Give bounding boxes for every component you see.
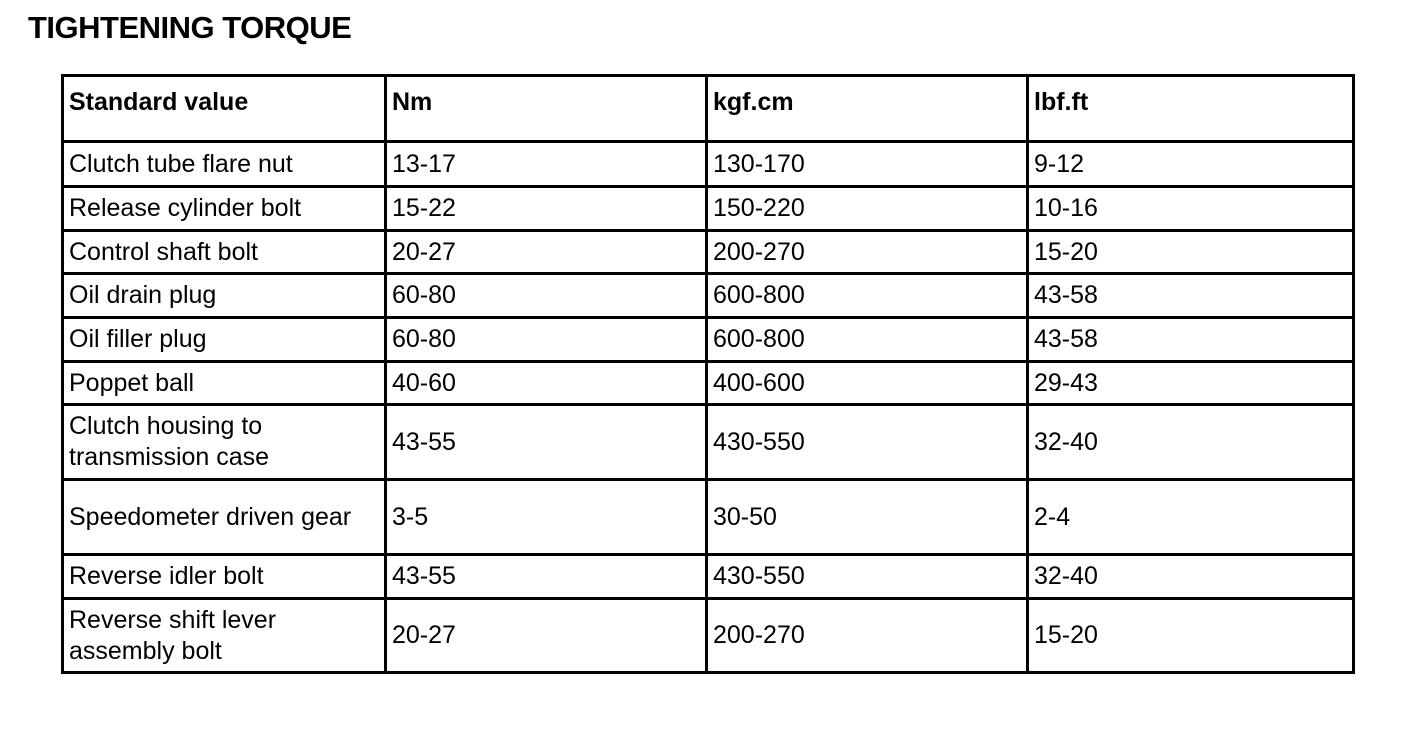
header-lbf-ft: lbf.ft	[1028, 76, 1354, 142]
table-row	[63, 142, 1354, 187]
table-row	[63, 480, 1354, 555]
table-row	[63, 187, 1354, 231]
table-row	[63, 362, 1354, 405]
cell-nm: 20-27	[386, 231, 707, 274]
table-row	[63, 555, 1354, 599]
cell-lbf-ft: 43-58	[1028, 318, 1354, 362]
cell-part: Speedometer driven gear	[63, 480, 386, 555]
cell-kgf-cm: 600-800	[707, 274, 1028, 318]
cell-part: Clutch housing to transmission case	[63, 405, 386, 480]
cell-nm: 60-80	[386, 318, 707, 362]
cell-part: Release cylinder bolt	[63, 187, 386, 231]
cell-kgf-cm: 200-270	[707, 599, 1028, 673]
torque-table	[61, 74, 1355, 674]
table-row	[63, 318, 1354, 362]
table-row	[63, 405, 1354, 480]
page-title: TIGHTENING TORQUE	[28, 10, 352, 45]
cell-nm: 43-55	[386, 405, 707, 480]
cell-nm: 20-27	[386, 599, 707, 673]
table-row	[63, 274, 1354, 318]
cell-part: Clutch tube flare nut	[63, 142, 386, 187]
cell-lbf-ft: 15-20	[1028, 599, 1354, 673]
cell-lbf-ft: 9-12	[1028, 142, 1354, 187]
cell-kgf-cm: 130-170	[707, 142, 1028, 187]
cell-part: Control shaft bolt	[63, 231, 386, 274]
header-kgf-cm: kgf.cm	[707, 76, 1028, 142]
cell-lbf-ft: 32-40	[1028, 555, 1354, 599]
cell-kgf-cm: 200-270	[707, 231, 1028, 274]
cell-lbf-ft: 10-16	[1028, 187, 1354, 231]
cell-nm: 43-55	[386, 555, 707, 599]
cell-nm: 15-22	[386, 187, 707, 231]
cell-nm: 3-5	[386, 480, 707, 555]
cell-lbf-ft: 43-58	[1028, 274, 1354, 318]
cell-lbf-ft: 32-40	[1028, 405, 1354, 480]
cell-kgf-cm: 430-550	[707, 555, 1028, 599]
cell-part: Reverse shift lever assembly bolt	[63, 599, 386, 673]
cell-lbf-ft: 2-4	[1028, 480, 1354, 555]
cell-part: Oil filler plug	[63, 318, 386, 362]
cell-nm: 40-60	[386, 362, 707, 405]
header-standard-value: Standard value	[63, 76, 386, 142]
table-header-row	[63, 76, 1354, 142]
cell-kgf-cm: 30-50	[707, 480, 1028, 555]
cell-part: Reverse idler bolt	[63, 555, 386, 599]
table-row	[63, 599, 1354, 673]
cell-part: Oil drain plug	[63, 274, 386, 318]
cell-kgf-cm: 150-220	[707, 187, 1028, 231]
cell-kgf-cm: 400-600	[707, 362, 1028, 405]
cell-lbf-ft: 15-20	[1028, 231, 1354, 274]
cell-nm: 13-17	[386, 142, 707, 187]
cell-lbf-ft: 29-43	[1028, 362, 1354, 405]
cell-part: Poppet ball	[63, 362, 386, 405]
table-row	[63, 231, 1354, 274]
cell-kgf-cm: 430-550	[707, 405, 1028, 480]
cell-kgf-cm: 600-800	[707, 318, 1028, 362]
header-nm: Nm	[386, 76, 707, 142]
cell-nm: 60-80	[386, 274, 707, 318]
